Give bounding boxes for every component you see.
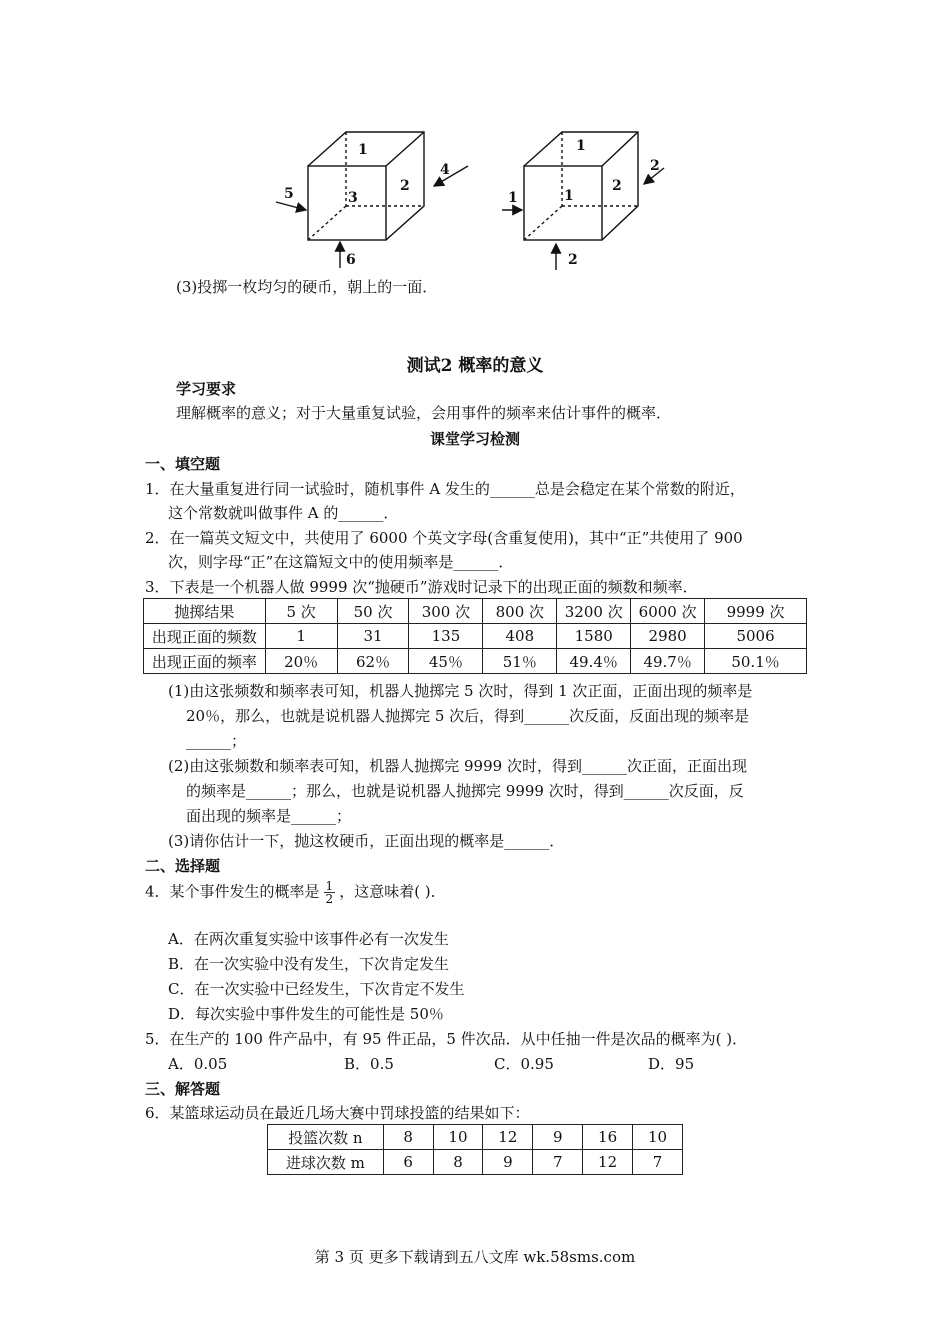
table-cell: 出现正面的频数 [144,624,266,649]
item3-text: (3)投掷一枚均匀的硬币，朝上的一面． [176,278,438,296]
table-cell: 投篮次数 n [268,1125,384,1150]
class-heading: 课堂学习检测 [429,430,520,448]
table-cell: 8 [433,1150,483,1175]
q3-sub1-line3: ______； [186,732,247,750]
part1-heading: 一、填空题 [145,455,221,473]
cube1-right-label: 2 [400,178,410,194]
q1-line2: 这个常数就叫做事件 A 的______． [168,504,399,522]
table-cell: 8 [383,1125,433,1150]
table-cell: 800 次 [483,599,557,624]
table-cell: 10 [433,1125,483,1150]
table-cell: 51％ [483,649,557,674]
table-row [144,649,807,674]
table-row [268,1125,683,1150]
cube1-arrow-right-label: 4 [440,162,450,178]
table-row [268,1150,683,1175]
table-cell: 9999 次 [705,599,807,624]
shot-table [267,1124,683,1175]
cube2-arrow-bottom-label: 2 [568,252,578,268]
q4-before: 4．某个事件发生的概率是 [145,882,320,901]
table-cell: 2980 [631,624,705,649]
table-cell: 5006 [705,624,807,649]
cube2-arrow-right-label: 2 [650,158,660,174]
coin-table [143,598,807,674]
requirements-heading: 学习要求 [176,380,237,398]
q3-sub2-line3: 面出现的频率是______； [186,807,352,825]
cube2-right-label: 2 [612,178,622,194]
q5-option-c: C．0.95 [494,1055,554,1073]
q1-line1: 1．在大量重复进行同一试验时，随机事件 A 发生的______总是会稳定在某个常数的附近， [145,480,745,498]
q4-option-d: D．每次实验中事件发生的可能性是 50％ [168,1005,444,1023]
cube2-front-label: 1 [564,188,574,204]
table-cell: 7 [533,1150,583,1175]
part3-heading: 三、解答题 [145,1080,221,1098]
cube1-top-label: 1 [358,142,368,158]
cube1-arrow-left-label: 5 [284,186,294,202]
table-cell: 进球次数 m [268,1150,384,1175]
cube2-top-label: 1 [576,138,586,154]
table-cell: 20％ [265,649,337,674]
fraction [324,880,336,905]
q3-text: 3．下表是一个机器人做 9999 次“抛硬币”游戏时记录下的出现正面的频数和频率． [145,578,698,596]
cube1-front-label: 3 [348,190,358,206]
table-cell: 出现正面的频率 [144,649,266,674]
table-cell: 6000 次 [631,599,705,624]
q2-line2: 次，则字母“正”在这篇短文中的使用频率是______． [168,553,514,571]
table-cell: 7 [633,1150,683,1175]
cube2-arrow-left-label: 1 [508,190,518,206]
q3-sub3: (3)请你估计一下，抛这枚硬币，正面出现的概率是______． [168,832,565,850]
table-cell: 10 [633,1125,683,1150]
table-cell: 12 [483,1125,533,1150]
table-cell: 31 [337,624,409,649]
cube-left [276,132,468,268]
table-cell: 9 [533,1125,583,1150]
q4-option-c: C．在一次实验中已经发生，下次肯定不发生 [168,980,465,998]
page-footer: 第 3 页 更多下载请到五八文库 wk.58sms.com [314,1248,636,1266]
q5-option-d: D．95 [648,1055,695,1073]
table-cell: 49.7％ [631,649,705,674]
table-cell: 1 [265,624,337,649]
table-cell: 6 [383,1150,433,1175]
table-cell: 45％ [409,649,483,674]
q3-sub2-line2: 的频率是______；那么，也就是说机器人抛掷完 9999 次时，得到______次反面，反 [186,782,744,800]
table-cell: 16 [583,1125,633,1150]
table-row [144,624,807,649]
table-cell: 300 次 [409,599,483,624]
q2-line1: 2．在一篇英文短文中，共使用了 6000 个英文字母(含重复使用)，其中“正”共使用了 900 [145,529,743,547]
q4-option-b: B．在一次实验中没有发生，下次肯定发生 [168,955,450,973]
fraction-denominator: 2 [325,892,334,906]
cube-figure [270,118,690,278]
q4-stem [145,880,446,905]
part2-heading: 二、选择题 [145,857,221,875]
table-cell: 135 [409,624,483,649]
table-cell: 50 次 [337,599,409,624]
table-cell: 1580 [557,624,631,649]
q5-text: 5．在生产的 100 件产品中，有 95 件正品，5 件次品．从中任抽一件是次品的概率为( )． [145,1030,748,1048]
table-cell: 62％ [337,649,409,674]
table-cell: 抛掷结果 [144,599,266,624]
fraction-numerator: 1 [325,879,334,893]
table-cell: 12 [583,1150,633,1175]
requirements-text: 理解概率的意义；对于大量重复试验，会用事件的频率来估计事件的概率． [176,404,672,422]
q5-option-b: B．0.5 [344,1055,394,1073]
table-cell: 5 次 [265,599,337,624]
table-cell: 408 [483,624,557,649]
table-row [144,599,807,624]
table-cell: 9 [483,1150,533,1175]
q3-sub1-line1: (1)由这张频数和频率表可知，机器人抛掷完 5 次时，得到 1 次正面，正面出现的频率是 [168,682,753,700]
q4-after: ，这意味着( )． [339,882,446,901]
table-cell: 49.4％ [557,649,631,674]
table-cell: 50.1％ [705,649,807,674]
table-cell: 3200 次 [557,599,631,624]
q4-option-a: A．在两次重复实验中该事件必有一次发生 [168,930,449,948]
section-title: 测试2 概率的意义 [406,356,544,376]
cube1-arrow-bottom-label: 6 [346,252,356,268]
q3-sub2-line1: (2)由这张频数和频率表可知，机器人抛掷完 9999 次时，得到______次正面，正面出现 [168,757,747,775]
q5-option-a: A．0.05 [168,1055,228,1073]
q6-text: 6．某篮球运动员在最近几场大赛中罚球投篮的结果如下： [145,1104,530,1122]
q3-sub1-line2: 20％，那么，也就是说机器人抛掷完 5 次后，得到______次反面，反面出现的频率是 [186,707,750,725]
